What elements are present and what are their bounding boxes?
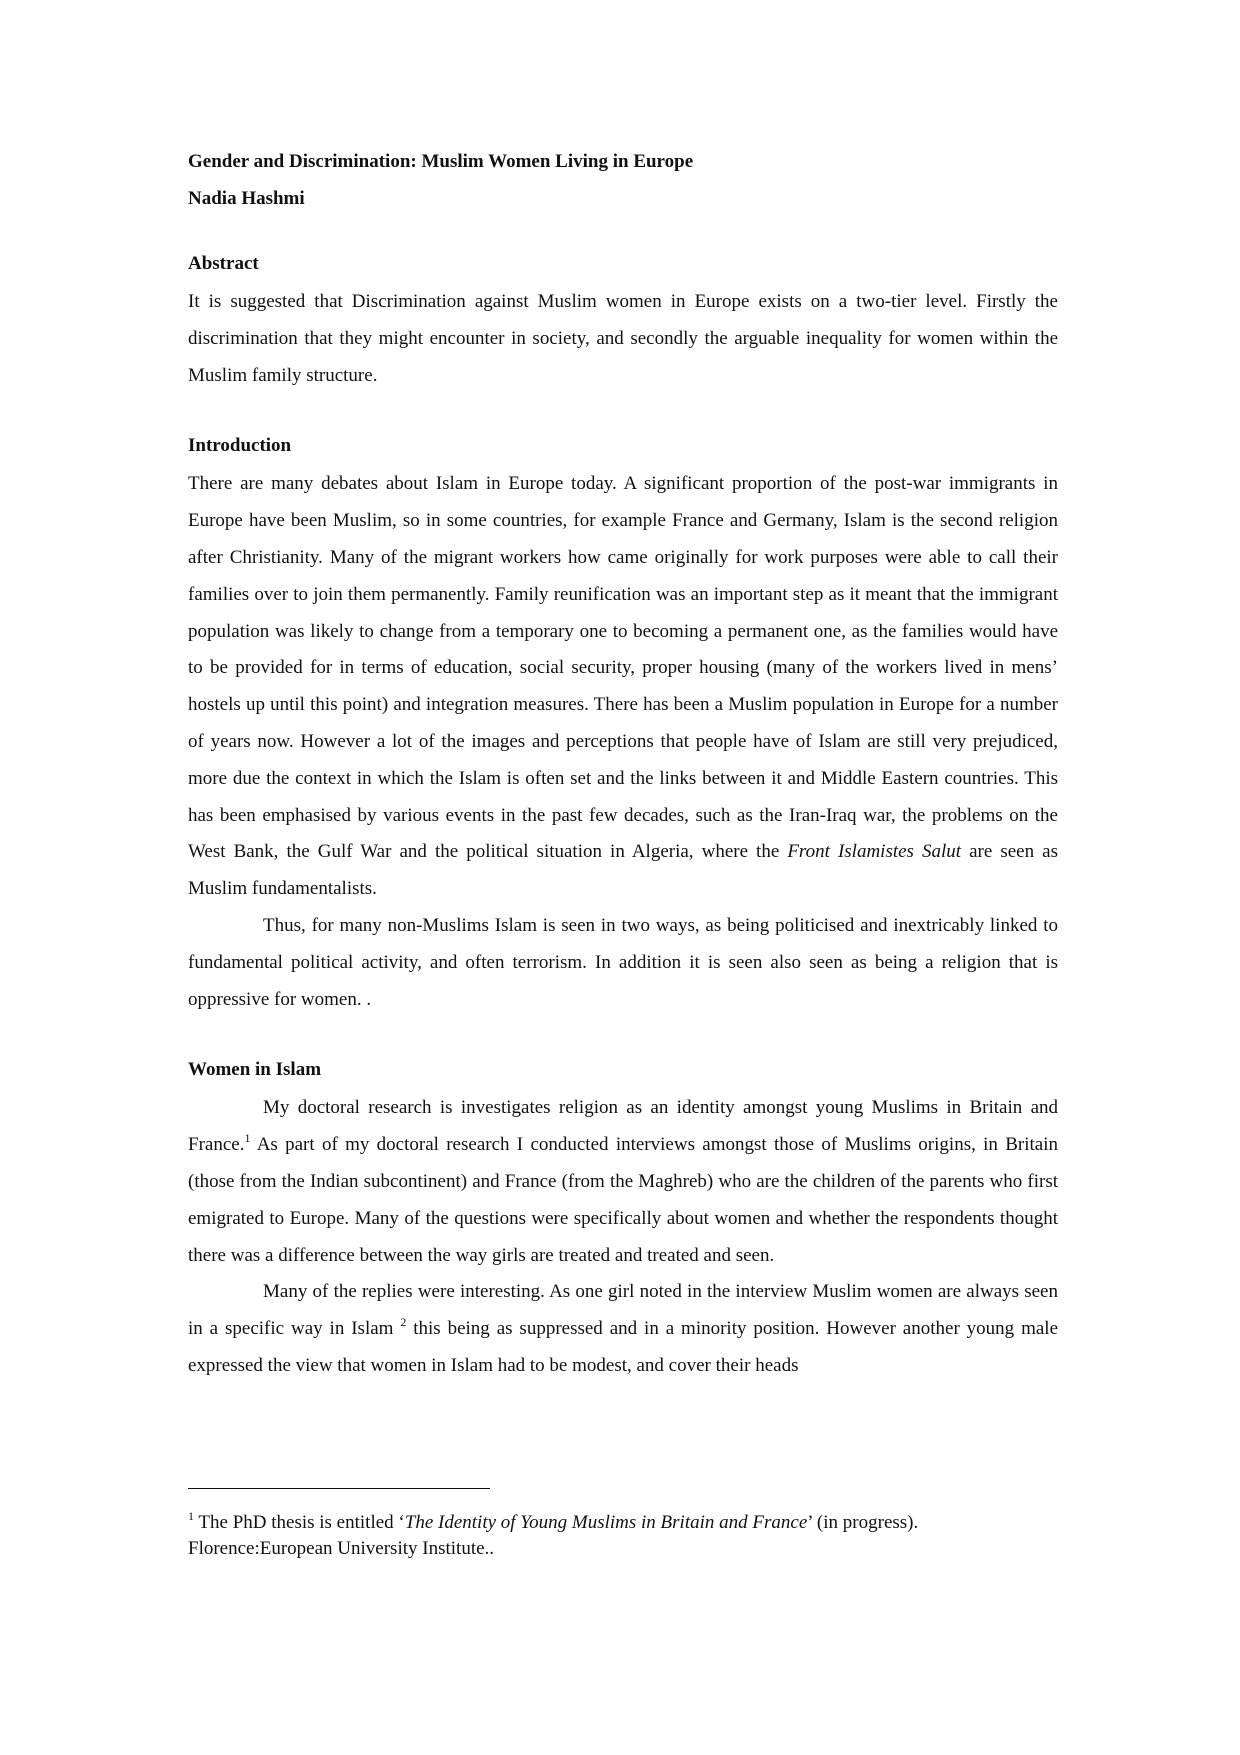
women-p2-text-a: Many of the replies were interesting. As one girl noted in the interview Muslim women are always seen in a specific way in Islam (188, 1281, 1058, 1340)
footnote-divider (188, 1488, 490, 1489)
footnote-ref-1[interactable]: 1 (244, 1130, 251, 1145)
women-paragraph-1 (188, 1090, 1058, 1274)
footnote-text-a: The PhD thesis is entitled ‘ (194, 1512, 405, 1533)
abstract-text: It is suggested that Discrimination against Muslim women in Europe exists on a two-tier level. Firstly the discrimination that they might encounter in society, and secondly the arguable inequality for women within the Muslim family structure. (188, 291, 1058, 386)
intro-p1-text-a: There are many debates about Islam in Europe today. A significant proportion of the post-war immigrants in Europe have been Muslim, so in some countries, for example France and Germany, Islam is the second religion after Christianity. Many of the migrant workers how came originally for work purposes were able to call their families over to join them permanently. Family reunification was an important step as it meant that the immigrant population was likely to change from a temporary one to becoming a permanent one, as the families would have to be provided for in terms of education, social security, proper housing (many of the workers lived in mens’ hostels up until this point) and integration measures. There has been a Muslim population in Europe for a number of years now. However a lot of the images and perceptions that people have of Islam are still very prejudiced, more due the context in which the Islam is often set and the links between it and Middle Eastern countries. This has been emphasised by various events in the past few decades, such as the Iran-Iraq war, the problems on the West Bank, the Gulf War and the political situation in Algeria, where the (188, 473, 1058, 863)
introduction-paragraph-1 (188, 466, 1058, 908)
document-title: Gender and Discrimination: Muslim Women Living in Europe (188, 151, 694, 172)
abstract-heading: Abstract (188, 253, 259, 274)
intro-p1-italic: Front Islamistes Salut (787, 841, 962, 863)
document-body (188, 148, 1058, 1385)
women-p2-text-b: this being as suppressed and in a minority position. However another young male expressed the view that women in Islam had to be modest, and cover their heads (188, 1318, 1059, 1376)
footnote-line-1 (188, 1510, 1058, 1536)
author-name: Nadia Hashmi (188, 188, 305, 209)
footnote-ref-2[interactable]: 2 (400, 1314, 407, 1329)
women-paragraph-2 (188, 1274, 1058, 1384)
women-p1-text-a: My doctoral research is investigates religion as an identity amongst young Muslims in Britain and France. (188, 1097, 1058, 1156)
footnote-line-2: Florence:European University Institute.. (188, 1538, 495, 1559)
intro-p1-text-b: are seen as Muslim fundamentalists. (188, 841, 1058, 900)
women-p1-text-b: As part of my doctoral research I conducted interviews amongst those of Muslims origins, in Britain (those from the Indian subcontinent) and France (from the Maghreb) who are the children of the parents who first emigrated to Europe. Many of the questions were specifically about women and whether the respondents thought there was a difference between the way girls are treated and treated and seen. (188, 1134, 1058, 1266)
footnote-text-b: ’ (in progress). (807, 1512, 919, 1533)
women-in-islam-heading: Women in Islam (188, 1059, 322, 1081)
introduction-heading: Introduction (188, 435, 292, 457)
footnote (188, 1510, 1058, 1562)
footnote-marker: 1 (188, 1508, 194, 1523)
introduction-paragraph-2: Thus, for many non-Muslims Islam is seen in two ways, as being politicised and inextricably linked to fundamental political activity, and often terrorism. In addition it is seen also seen as being a religion that is oppressive for women. . (188, 914, 1058, 1010)
footnote-italic-title: The Identity of Young Muslims in Britain and France (404, 1512, 808, 1533)
